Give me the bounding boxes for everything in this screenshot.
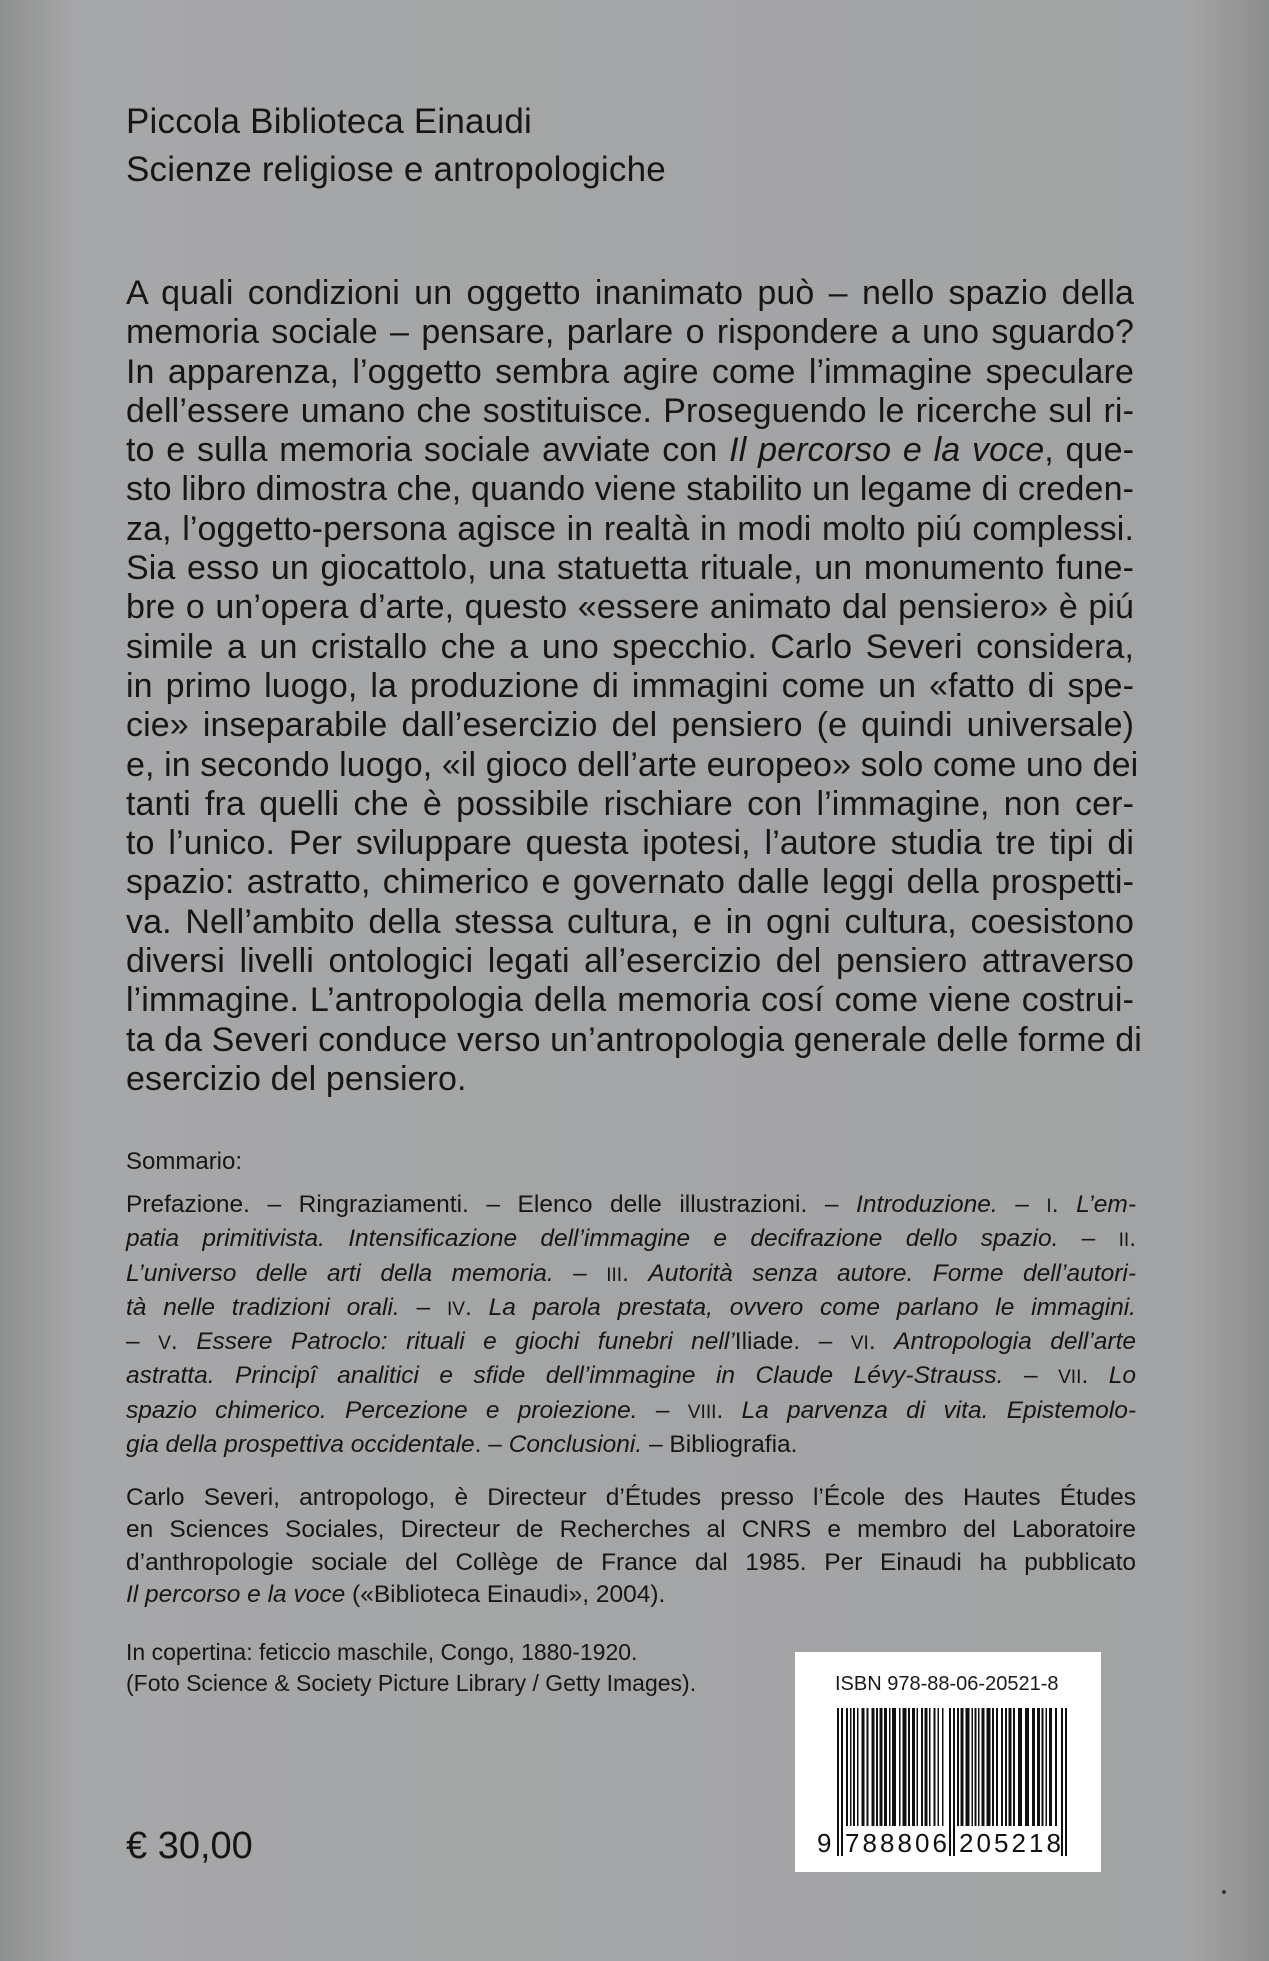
- book-title-italic: Il percorso e la voce: [729, 431, 1045, 470]
- blurb-line: l’immagine. L’antropologia della memoria cosí come viene costrui-: [126, 981, 1134, 1020]
- barcode-digits-right: 205218: [959, 1828, 1061, 1856]
- barcode-bar: [1018, 1708, 1022, 1826]
- author-bio: [126, 1482, 1136, 1611]
- barcode-bar: [929, 1708, 931, 1826]
- barcode-bar: [857, 1708, 859, 1826]
- barcode-bar: [850, 1708, 852, 1826]
- barcode-bar: [1032, 1708, 1035, 1826]
- toc-line: [126, 1223, 1136, 1257]
- bio-line: Carlo Severi, antropologo, è Directeur d’Études presso l’École des Hautes Études: [126, 1484, 1136, 1511]
- barcode-bar: [942, 1708, 944, 1826]
- barcode-bar: [972, 1708, 974, 1826]
- barcode-bar: [1025, 1708, 1029, 1826]
- toc-line: [126, 1258, 1136, 1292]
- barcode-bar: [1055, 1708, 1057, 1826]
- toc-chapter-title: Antropologia dell’arte: [894, 1328, 1137, 1356]
- barcode-bar: [987, 1708, 991, 1826]
- barcode-bar: [925, 1708, 928, 1826]
- barcode-bar: [853, 1708, 855, 1826]
- toc-roman-numeral: I: [1046, 1196, 1052, 1217]
- barcode-bar: [917, 1708, 919, 1826]
- toc-text: .: [868, 1328, 895, 1356]
- barcode-bar: [912, 1708, 915, 1826]
- bio-line: d’anthropologie sociale del Collège de France dal 1985. Per Einaudi ha pubblicato: [126, 1548, 1136, 1576]
- toc-text: –: [553, 1259, 607, 1287]
- barcode-bar: [934, 1708, 936, 1826]
- blurb-line: in primo luogo, la produzione di immagini come un «fatto di spe-: [126, 666, 1134, 705]
- barcode-guard-bar: [1061, 1708, 1063, 1856]
- barcode-digits-left: 788806: [845, 1828, 947, 1856]
- price-label: € 30,00: [126, 1825, 253, 1867]
- barcode-bar: [876, 1708, 878, 1826]
- barcode-guard-bar: [949, 1708, 951, 1856]
- toc-text: Iliade: [734, 1328, 794, 1356]
- toc-line: [126, 1326, 1136, 1360]
- barcode-bar: [903, 1708, 907, 1826]
- barcode-bar: [957, 1708, 959, 1826]
- toc-chapter-title: L’em-: [1076, 1191, 1136, 1218]
- blurb-line: A quali condizioni un oggetto inanimato può – nello spazio della: [126, 274, 1134, 312]
- series-title: [126, 98, 666, 194]
- blurb-line: dell’essere umano che sostituisce. Proseguendo le ricerche sul ri-: [126, 391, 1134, 430]
- barcode-bar: [884, 1708, 887, 1826]
- toc-chapter-title: astratta. Principî analitici e sfide dell’immagine in Claude Lévy-Strauss.: [126, 1362, 1004, 1390]
- blurb-line: [126, 431, 1134, 470]
- toc-roman-numeral: II: [1118, 1230, 1130, 1252]
- toc-line: [126, 1292, 1136, 1326]
- barcode-bar: [899, 1708, 901, 1826]
- blurb-line: sto libro dimostra che, quando viene stabilito un legame di creden-: [126, 470, 1134, 509]
- toc-text: –: [126, 1328, 159, 1356]
- toc-roman-numeral: V: [158, 1333, 171, 1355]
- toc-line: [126, 1360, 1136, 1394]
- series-name: Piccola Biblioteca Einaudi: [126, 102, 532, 141]
- blurb-line: za, l’oggetto-persona agisce in realtà in modi molto piú complessi.: [126, 509, 1134, 548]
- toc-line: [126, 1395, 1136, 1429]
- barcode-bar: [978, 1708, 980, 1826]
- barcode-bar: [975, 1708, 977, 1826]
- toc-text: .: [170, 1328, 197, 1356]
- blurb-line: spazio: astratto, chimerico e governato dalle leggi della prospetti-: [126, 863, 1134, 902]
- toc-roman-numeral: VI: [850, 1333, 869, 1355]
- barcode-guard-bar: [1065, 1708, 1067, 1856]
- blurb-line: diversi livelli ontologici legati all’esercizio del pensiero attraverso: [126, 942, 1134, 981]
- bio-text: («Biblioteca Einaudi», 2004).: [345, 1580, 666, 1608]
- toc-text: –: [399, 1293, 447, 1321]
- toc-chapter-title: Autorità senza autore. Forme dell’autori-: [648, 1259, 1136, 1287]
- blurb-line: bre o un’opera d’arte, questo «essere animato dal pensiero» è piú: [126, 588, 1134, 627]
- toc-text: – Bibliografia.: [642, 1431, 798, 1459]
- barcode-digit-lead: 9: [817, 1828, 832, 1856]
- toc-text: .: [1081, 1362, 1109, 1390]
- barcode-guard-bar: [953, 1708, 955, 1856]
- toc-text: Prefazione. – Ringraziamenti. – Elenco delle illustrazioni. –: [126, 1191, 857, 1218]
- toc-text: –: [997, 1191, 1047, 1218]
- blurb-line: va. Nell’ambito della stessa cultura, e in ogni cultura, coesistono: [126, 902, 1134, 941]
- toc-chapter-title: La parvenza di vita. Epistemolo-: [741, 1396, 1136, 1424]
- barcode-bar: [908, 1708, 910, 1826]
- isbn-label: ISBN 978-88-06-20521-8: [835, 1673, 1059, 1695]
- blurb-line: tanti fra quelli che è possibile rischiare con l’immagine, non cer-: [126, 784, 1134, 823]
- toc-chapter-title: La parola prestata, ovvero come parlano le immagini.: [488, 1293, 1136, 1321]
- series-subtitle: Scienze religiose e antropologiche: [126, 150, 666, 189]
- toc-text: .: [716, 1396, 742, 1424]
- blurb-line: esercizio del pensiero.: [126, 1059, 467, 1098]
- bio-line: en Sciences Sociales, Directeur de Recherches al CNRS e membro del Laboratoire: [126, 1516, 1136, 1544]
- blurb-line: cie» inseparabile dall’esercizio del pensiero (e quindi universale): [126, 706, 1134, 745]
- blurb-text: , que-: [1044, 431, 1134, 470]
- blurb-line: ta da Severi conduce verso un’antropologia generale delle forme di: [126, 1020, 1142, 1059]
- barcode-bar: [938, 1708, 940, 1826]
- bio-line: [126, 1579, 1136, 1611]
- toc-line: [126, 1429, 1136, 1461]
- barcode-bar: [892, 1708, 896, 1826]
- toc-text: .: [1129, 1225, 1136, 1253]
- toc-roman-numeral: VII: [1058, 1367, 1082, 1389]
- toc-chapter-title: L’universo delle arti della memoria.: [126, 1259, 554, 1287]
- toc-line: [126, 1189, 1136, 1223]
- barcode-bar: [992, 1708, 994, 1826]
- barcode-bar: [1046, 1708, 1048, 1826]
- toc-text: –: [637, 1396, 688, 1424]
- barcode-bar: [1037, 1708, 1040, 1826]
- barcode-bar: [961, 1708, 964, 1826]
- blurb-paragraph: [126, 274, 1142, 1099]
- barcode-bar: [867, 1708, 869, 1826]
- blurb-line: e, in secondo luogo, «il gioco dell’arte europeo» solo come uno dei: [126, 745, 1139, 784]
- toc-text: . –: [793, 1328, 851, 1356]
- credit-line: In copertina: feticcio maschile, Congo, 1880-1920.: [126, 1639, 638, 1665]
- toc-text: . –: [474, 1431, 509, 1459]
- barcode-bar: [1001, 1708, 1003, 1826]
- barcode-bar: [966, 1708, 970, 1826]
- toc-text: .: [1051, 1191, 1077, 1218]
- barcode-bar: [880, 1708, 883, 1826]
- credit-line: (Foto Science & Society Picture Library / Getty Images).: [126, 1670, 697, 1696]
- toc-chapter-title: Introduzione.: [856, 1191, 998, 1218]
- toc-roman-numeral: VIII: [687, 1401, 717, 1423]
- barcode-guard-bar: [841, 1708, 843, 1856]
- speck: [1222, 1890, 1226, 1894]
- table-of-contents: [126, 1189, 1136, 1461]
- toc-chapter-title: Lo: [1108, 1362, 1136, 1390]
- blurb-line: simile a un cristallo che a uno specchio. Carlo Severi considera,: [126, 627, 1134, 666]
- contents-heading: Sommario:: [126, 1148, 243, 1175]
- toc-chapter-title: Conclusioni.: [508, 1431, 643, 1459]
- book-title-italic: Il percorso e la voce: [126, 1580, 346, 1608]
- barcode-bar: [1013, 1708, 1015, 1826]
- blurb-line: memoria sociale – pensare, parlare o rispondere a uno sguardo?: [126, 313, 1134, 352]
- toc-text: .: [622, 1259, 649, 1287]
- barcode-bar: [846, 1708, 848, 1826]
- barcode-bar: [862, 1708, 865, 1826]
- barcode-bar: [921, 1708, 923, 1826]
- blurb-line: to l’unico. Per sviluppare questa ipotesi, l’autore studia tre tipi di: [126, 824, 1134, 863]
- blurb-line: Sia esso un giocattolo, una statuetta rituale, un monumento fune-: [126, 549, 1134, 588]
- barcode-bar: [996, 1708, 998, 1826]
- toc-chapter-title: tà nelle tradizioni orali.: [126, 1293, 400, 1321]
- toc-chapter-title: patia primitivista. Intensificazione dell’immagine e decifrazione dello spazio.: [126, 1225, 1059, 1253]
- barcode-bar: [1042, 1708, 1044, 1826]
- barcode-panel: [795, 1652, 1101, 1872]
- toc-text: –: [1003, 1362, 1059, 1390]
- toc-text: .: [465, 1293, 489, 1321]
- blurb-text: to e sulla memoria sociale avviate con: [126, 431, 730, 470]
- cover-credit: [126, 1637, 696, 1699]
- blurb-line: In apparenza, l’oggetto sembra agire come l’immagine speculare: [126, 352, 1134, 391]
- barcode-graphic: [813, 1708, 1083, 1856]
- toc-roman-numeral: IV: [446, 1298, 466, 1320]
- toc-chapter-title: spazio chimerico. Percezione e proiezione.: [126, 1396, 638, 1424]
- toc-roman-numeral: III: [606, 1264, 623, 1286]
- toc-chapter-title: gia della prospettiva occidentale: [126, 1431, 475, 1459]
- toc-text: –: [1058, 1225, 1119, 1253]
- barcode-bar: [889, 1708, 891, 1826]
- barcode-bar: [872, 1708, 875, 1826]
- barcode-bar: [982, 1708, 985, 1826]
- barcode-bar: [1005, 1708, 1007, 1826]
- barcode-guard-bar: [837, 1708, 839, 1856]
- toc-chapter-title: Essere Patroclo: rituali e giochi funebri nell’: [196, 1328, 735, 1356]
- barcode-bar: [1009, 1708, 1012, 1826]
- barcode-bar: [1049, 1708, 1052, 1826]
